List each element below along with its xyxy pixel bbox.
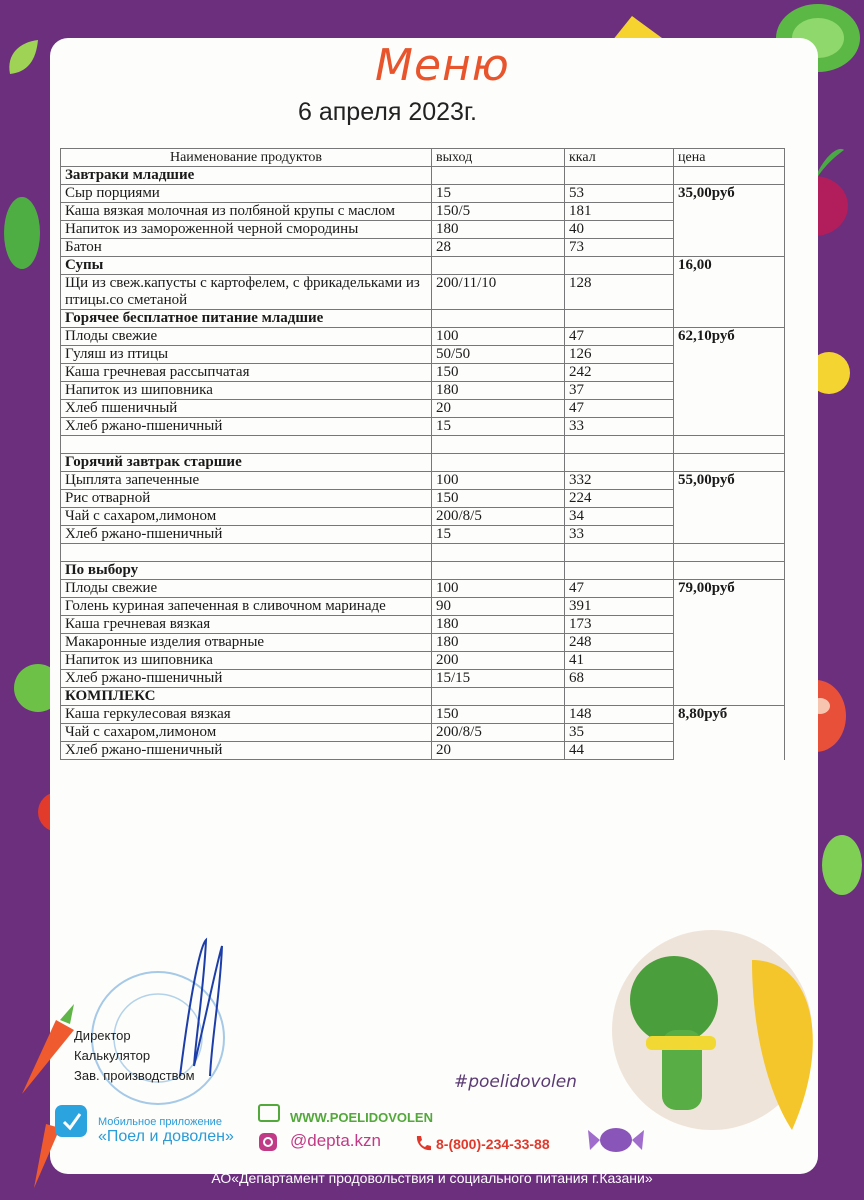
phone-icon <box>414 1134 432 1152</box>
item-price <box>674 275 785 310</box>
section-row <box>61 688 785 706</box>
item-price <box>674 454 785 472</box>
column-header-output: выход <box>432 149 565 167</box>
item-name: Макаронные изделия отварные <box>61 634 432 652</box>
item-kcal: 37 <box>565 382 674 400</box>
item-output: 150 <box>432 706 565 724</box>
section-row <box>61 454 785 472</box>
empty-cell <box>432 544 565 562</box>
item-output: 20 <box>432 400 565 418</box>
item-kcal: 68 <box>565 670 674 688</box>
item-price <box>674 724 785 742</box>
item-output: 180 <box>432 382 565 400</box>
app-promo-line2: «Поел и доволен» <box>98 1128 234 1145</box>
item-kcal <box>565 688 674 706</box>
item-kcal: 33 <box>565 526 674 544</box>
item-price <box>674 598 785 616</box>
item-price <box>674 742 785 760</box>
item-output: 150/5 <box>432 203 565 221</box>
item-kcal: 35 <box>565 724 674 742</box>
item-kcal: 391 <box>565 598 674 616</box>
item-name: Напиток из замороженной черной смородины <box>61 221 432 239</box>
phone-number[interactable]: 8-(800)-234-33-88 <box>436 1136 550 1152</box>
item-name: Каша гречневая вязкая <box>61 616 432 634</box>
item-kcal: 41 <box>565 652 674 670</box>
item-kcal: 47 <box>565 328 674 346</box>
lettuce-right-icon <box>818 832 862 898</box>
item-name: Рис отварной <box>61 490 432 508</box>
lettuce-left-icon <box>4 194 44 272</box>
table-row <box>61 472 785 490</box>
table-row <box>61 508 785 526</box>
table-row <box>61 670 785 688</box>
item-kcal: 126 <box>565 346 674 364</box>
instagram-handle[interactable]: @depta.kzn <box>290 1131 381 1150</box>
item-output <box>432 310 565 328</box>
item-price <box>674 526 785 544</box>
item-kcal: 248 <box>565 634 674 652</box>
empty-cell <box>565 436 674 454</box>
item-kcal <box>565 257 674 275</box>
table-row <box>61 400 785 418</box>
table-row <box>61 598 785 616</box>
item-name: Гуляш из птицы <box>61 346 432 364</box>
item-kcal: 181 <box>565 203 674 221</box>
item-price <box>674 616 785 634</box>
item-output: 100 <box>432 580 565 598</box>
item-name: Каша геркулесовая вязкая <box>61 706 432 724</box>
item-name: Каша гречневая рассыпчатая <box>61 364 432 382</box>
item-output: 15 <box>432 185 565 203</box>
item-name: Цыплята запеченные <box>61 472 432 490</box>
item-kcal: 242 <box>565 364 674 382</box>
section-row <box>61 167 785 185</box>
item-price <box>674 634 785 652</box>
table-row <box>61 526 785 544</box>
item-price: 35,00руб <box>674 185 785 203</box>
empty-cell <box>565 544 674 562</box>
item-kcal <box>565 167 674 185</box>
item-output: 180 <box>432 221 565 239</box>
signature-calculator: Калькулятор <box>74 1048 151 1063</box>
item-price: 79,00руб <box>674 580 785 598</box>
table-row <box>61 742 785 760</box>
item-kcal: 53 <box>565 185 674 203</box>
item-price: 62,10руб <box>674 328 785 346</box>
item-kcal: 34 <box>565 508 674 526</box>
section-name: По выбору <box>61 562 432 580</box>
menu-table <box>60 148 785 760</box>
carrot-icon <box>12 1000 82 1096</box>
item-output: 200 <box>432 652 565 670</box>
menu-table-body <box>61 167 785 760</box>
section-row <box>61 257 785 275</box>
section-name: КОМПЛЕКС <box>61 688 432 706</box>
item-name: Чай с сахаром,лимоном <box>61 508 432 526</box>
item-name: Каша вязкая молочная из полбяной крупы с маслом <box>61 203 432 221</box>
item-output: 90 <box>432 598 565 616</box>
signature-head-production: Зав. производством <box>74 1068 195 1083</box>
table-row <box>61 490 785 508</box>
item-price <box>674 490 785 508</box>
item-name: Плоды свежие <box>61 328 432 346</box>
signatures-block <box>74 1026 195 1086</box>
item-price <box>674 418 785 436</box>
item-output: 20 <box>432 742 565 760</box>
app-promo <box>98 1116 234 1146</box>
item-output: 150 <box>432 364 565 382</box>
item-name: Батон <box>61 239 432 257</box>
column-header-name: Наименование продуктов <box>61 149 432 167</box>
item-price <box>674 670 785 688</box>
item-name: Хлеб ржано-пшеничный <box>61 526 432 544</box>
hashtag: #poelidovolen <box>454 1072 577 1092</box>
item-kcal <box>565 454 674 472</box>
item-output: 200/11/10 <box>432 275 565 310</box>
item-kcal: 173 <box>565 616 674 634</box>
table-row <box>61 382 785 400</box>
table-row <box>61 364 785 382</box>
table-row <box>61 634 785 652</box>
item-price: 8,80руб <box>674 706 785 724</box>
item-output: 15/15 <box>432 670 565 688</box>
section-name: Горячий завтрак старшие <box>61 454 432 472</box>
item-kcal <box>565 310 674 328</box>
item-name: Напиток из шиповника <box>61 382 432 400</box>
item-price <box>674 382 785 400</box>
item-kcal: 128 <box>565 275 674 310</box>
table-row <box>61 328 785 346</box>
instagram-icon <box>258 1132 278 1152</box>
empty-cell <box>61 544 432 562</box>
item-kcal: 73 <box>565 239 674 257</box>
item-output: 200/8/5 <box>432 508 565 526</box>
item-kcal: 47 <box>565 400 674 418</box>
item-price <box>674 562 785 580</box>
table-row <box>61 418 785 436</box>
section-row <box>61 310 785 328</box>
item-output: 28 <box>432 239 565 257</box>
signature-director: Директор <box>74 1028 131 1043</box>
footer-organization: АО«Департамент продовольствия и социального питания г.Казани» <box>211 1170 653 1186</box>
item-output: 15 <box>432 526 565 544</box>
table-row <box>61 652 785 670</box>
table-row <box>61 580 785 598</box>
table-row <box>61 346 785 364</box>
spacer-row <box>61 436 785 454</box>
section-name: Супы <box>61 257 432 275</box>
empty-cell <box>674 544 785 562</box>
item-name: Сыр порциями <box>61 185 432 203</box>
item-price <box>674 508 785 526</box>
table-header-row <box>61 149 785 167</box>
item-name: Чай с сахаром,лимоном <box>61 724 432 742</box>
web-icon <box>258 1104 280 1122</box>
item-output <box>432 454 565 472</box>
item-name: Хлеб ржано-пшеничный <box>61 670 432 688</box>
item-kcal: 33 <box>565 418 674 436</box>
item-output: 15 <box>432 418 565 436</box>
item-name: Хлеб ржано-пшеничный <box>61 418 432 436</box>
section-name: Горячее бесплатное питание младшие <box>61 310 432 328</box>
item-price <box>674 364 785 382</box>
item-output: 100 <box>432 472 565 490</box>
table-row <box>61 724 785 742</box>
item-output <box>432 562 565 580</box>
item-output: 180 <box>432 634 565 652</box>
app-promo-line1: Мобильное приложение <box>98 1116 222 1128</box>
item-price <box>674 310 785 328</box>
empty-cell <box>432 436 565 454</box>
table-row <box>61 239 785 257</box>
candy-icon <box>586 1120 646 1160</box>
item-price <box>674 203 785 221</box>
column-header-price: цена <box>674 149 785 167</box>
section-name: Завтраки младшие <box>61 167 432 185</box>
page-title: Меню <box>375 40 510 91</box>
table-row <box>61 221 785 239</box>
item-price <box>674 221 785 239</box>
item-kcal <box>565 562 674 580</box>
item-price: 16,00 <box>674 257 785 275</box>
item-price <box>674 167 785 185</box>
item-output: 150 <box>432 490 565 508</box>
item-kcal: 148 <box>565 706 674 724</box>
item-name: Щи из свеж.капусты с картофелем, с фрикадельками из птицы.со сметаной <box>61 275 432 310</box>
item-kcal: 332 <box>565 472 674 490</box>
item-output <box>432 257 565 275</box>
item-output: 100 <box>432 328 565 346</box>
menu-date: 6 апреля 2023г. <box>298 98 477 126</box>
website-link[interactable]: WWW.POELIDOVOLEN <box>290 1110 433 1125</box>
section-row <box>61 562 785 580</box>
table-row <box>61 706 785 724</box>
item-output: 50/50 <box>432 346 565 364</box>
table-row <box>61 275 785 310</box>
item-name: Хлеб ржано-пшеничный <box>61 742 432 760</box>
item-kcal: 47 <box>565 580 674 598</box>
item-name: Напиток из шиповника <box>61 652 432 670</box>
table-row <box>61 185 785 203</box>
item-name: Хлеб пшеничный <box>61 400 432 418</box>
item-name: Плоды свежие <box>61 580 432 598</box>
item-price <box>674 239 785 257</box>
item-price <box>674 688 785 706</box>
column-header-kcal: ккал <box>565 149 674 167</box>
item-kcal: 40 <box>565 221 674 239</box>
empty-cell <box>61 436 432 454</box>
item-price <box>674 400 785 418</box>
item-price <box>674 652 785 670</box>
spacer-row <box>61 544 785 562</box>
empty-cell <box>674 436 785 454</box>
table-row <box>61 203 785 221</box>
item-output <box>432 688 565 706</box>
item-price <box>674 346 785 364</box>
item-price: 55,00руб <box>674 472 785 490</box>
item-kcal: 224 <box>565 490 674 508</box>
item-kcal: 44 <box>565 742 674 760</box>
item-name: Голень куриная запеченная в сливочном маринаде <box>61 598 432 616</box>
item-output: 200/8/5 <box>432 724 565 742</box>
leaf-top-left-icon <box>6 38 42 78</box>
app-icon <box>54 1104 88 1138</box>
item-output: 180 <box>432 616 565 634</box>
item-output <box>432 167 565 185</box>
table-row <box>61 616 785 634</box>
